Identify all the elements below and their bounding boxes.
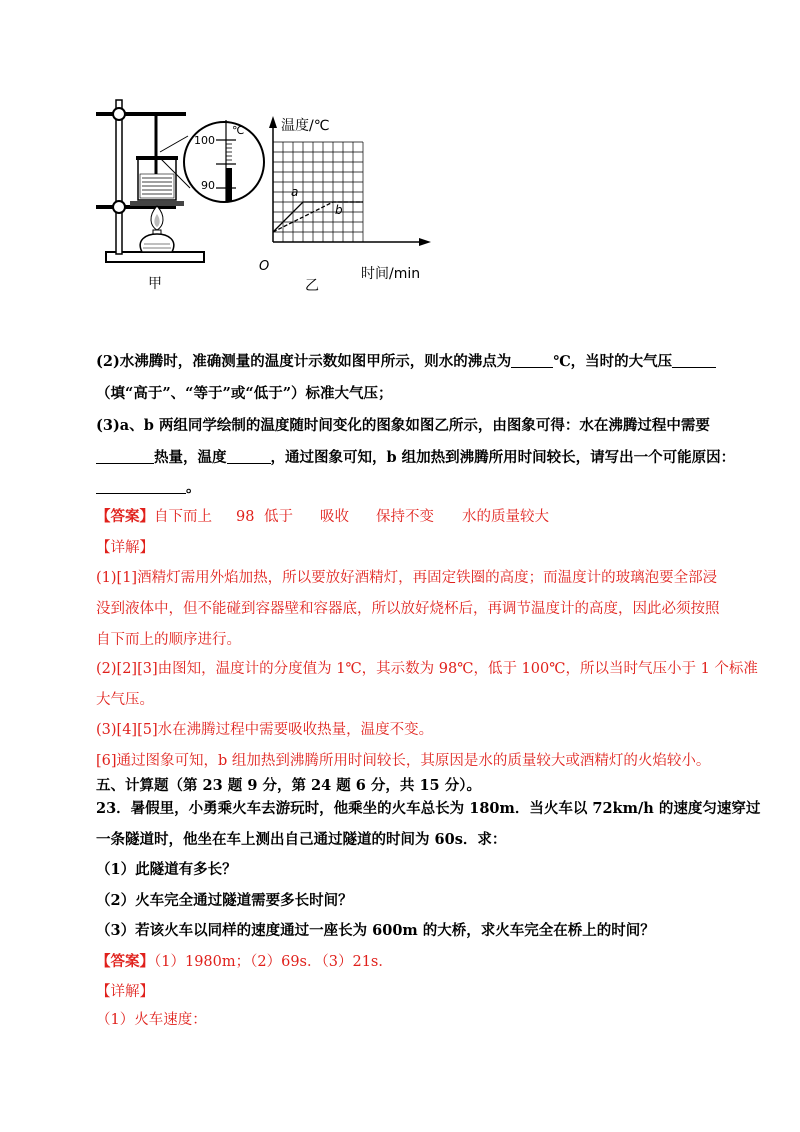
series-b-line: [273, 202, 363, 232]
answer-1-item: 水的质量较大: [462, 509, 549, 525]
q3-text-d: 。: [186, 479, 201, 496]
answer-2: [96, 950, 393, 971]
answer-2-label: 【答案】: [96, 953, 154, 970]
answer-1-item: 自下而上: [154, 509, 212, 525]
series-a-line: [273, 202, 363, 232]
graph-label: 乙: [305, 278, 319, 294]
q3-text-c: ，通过图象可知，b 组加热到沸腾所用时间较长，请写出一个可能原因：: [270, 449, 736, 466]
explanation-1-line: 没到液体中，但不能碰到容器壁和容器底，所以放好烧杯后，再调节温度计的高度，因此必须按照: [96, 601, 720, 617]
q2-text-a: (2)水沸腾时，准确测量的温度计示数如图甲所示，则水的沸点为: [96, 353, 512, 370]
q23-sub-3: （3）若该火车以同样的速度通过一座长为 600m 的大桥，求火车完全在桥上的时间？: [96, 922, 655, 939]
temperature-time-graph: [255, 110, 445, 295]
q3-blank-heat: [96, 449, 154, 464]
q23-line-1: 23．暑假里，小勇乘火车去游玩时，他乘坐的火车总长为 180m．当火车以 72km/h 的速度匀速穿过: [96, 800, 761, 817]
explanation-1-label: 【详解】: [96, 540, 154, 556]
q3-line-2: [96, 446, 735, 467]
q3-blank-temperature: [227, 449, 271, 464]
explanation-1-line: 自下而上的顺序进行。: [96, 632, 241, 648]
section-5-heading: 五、计算题（第 23 题 9 分，第 24 题 6 分，共 15 分）。: [96, 777, 481, 794]
answer-1-item: 吸收: [320, 509, 349, 525]
y-axis-label: 温度/℃: [281, 118, 330, 134]
series-b-label: b: [335, 203, 343, 217]
q23-sub-1: （1）此隧道有多长？: [96, 861, 237, 878]
explanation-2-label: 【详解】: [96, 984, 154, 1000]
thermometer-tick-100: 100: [194, 134, 215, 147]
answer-1-item: 低于: [264, 509, 293, 525]
q23-sub-2: （2）火车完全通过隧道需要多长时间？: [96, 892, 353, 909]
q3-line-3: [96, 476, 201, 497]
apparatus-label: 甲: [148, 276, 162, 292]
explanation-1-line: (2)[2][3]由图知，温度计的分度值为 1℃，其示数为 98℃，低于 100℃，所以当时气压小于 1 个标准: [96, 661, 758, 677]
apparatus-figure: [90, 92, 270, 292]
answer-1-item: 98: [236, 509, 255, 525]
q3-text-b: 热量，温度: [154, 449, 227, 466]
q2-text-c: （填“高于”、“等于”或“低于”）标准大气压；: [96, 385, 393, 402]
answer-1: [96, 505, 549, 526]
q23-line-2: 一条隧道时，他坐在车上测出自己通过隧道的时间为 60s．求：: [96, 831, 507, 848]
q3-text-a: (3)a、b 两组同学绘制的温度随时间变化的图象如图乙所示，由图象可得：水在沸腾过程中需要: [96, 417, 710, 434]
thermometer-tick-90: 90: [201, 179, 215, 192]
explanation-2-line-1: （1）火车速度：: [96, 1012, 207, 1028]
q2-text-b: ℃，当时的大气压: [553, 353, 673, 370]
q3-blank-reason: [96, 479, 186, 494]
q2-blank-boiling-point: [511, 353, 553, 368]
explanation-1-line: (1)[1]酒精灯需用外焰加热，所以要放好酒精灯，再固定铁圈的高度；而温度计的玻璃泡要全部浸: [96, 570, 718, 586]
series-a-label: a: [291, 185, 299, 199]
answer-2-text: （1）1980m；（2）69s．（3）21s．: [154, 954, 393, 970]
explanation-1-line: (3)[4][5]水在沸腾过程中需要吸收热量，温度不变。: [96, 722, 434, 738]
answer-1-item: 保持不变: [376, 509, 434, 525]
thermometer-unit: ℃: [232, 124, 245, 137]
explanation-1-line: [6]通过图象可知，b 组加热到沸腾所用时间较长，其原因是水的质量较大或酒精灯的火焰较小。: [96, 753, 711, 769]
answer-1-label: 【答案】: [96, 508, 154, 525]
graph-grid: [273, 142, 363, 242]
q3-line-1: [96, 414, 710, 435]
q2-line-2: [96, 382, 393, 403]
x-axis-label: 时间/min: [361, 266, 421, 282]
explanation-1-line: 大气压。: [96, 692, 154, 708]
q2-line-1: [96, 350, 716, 371]
origin-label: O: [259, 259, 270, 274]
q2-blank-pressure: [672, 353, 716, 368]
